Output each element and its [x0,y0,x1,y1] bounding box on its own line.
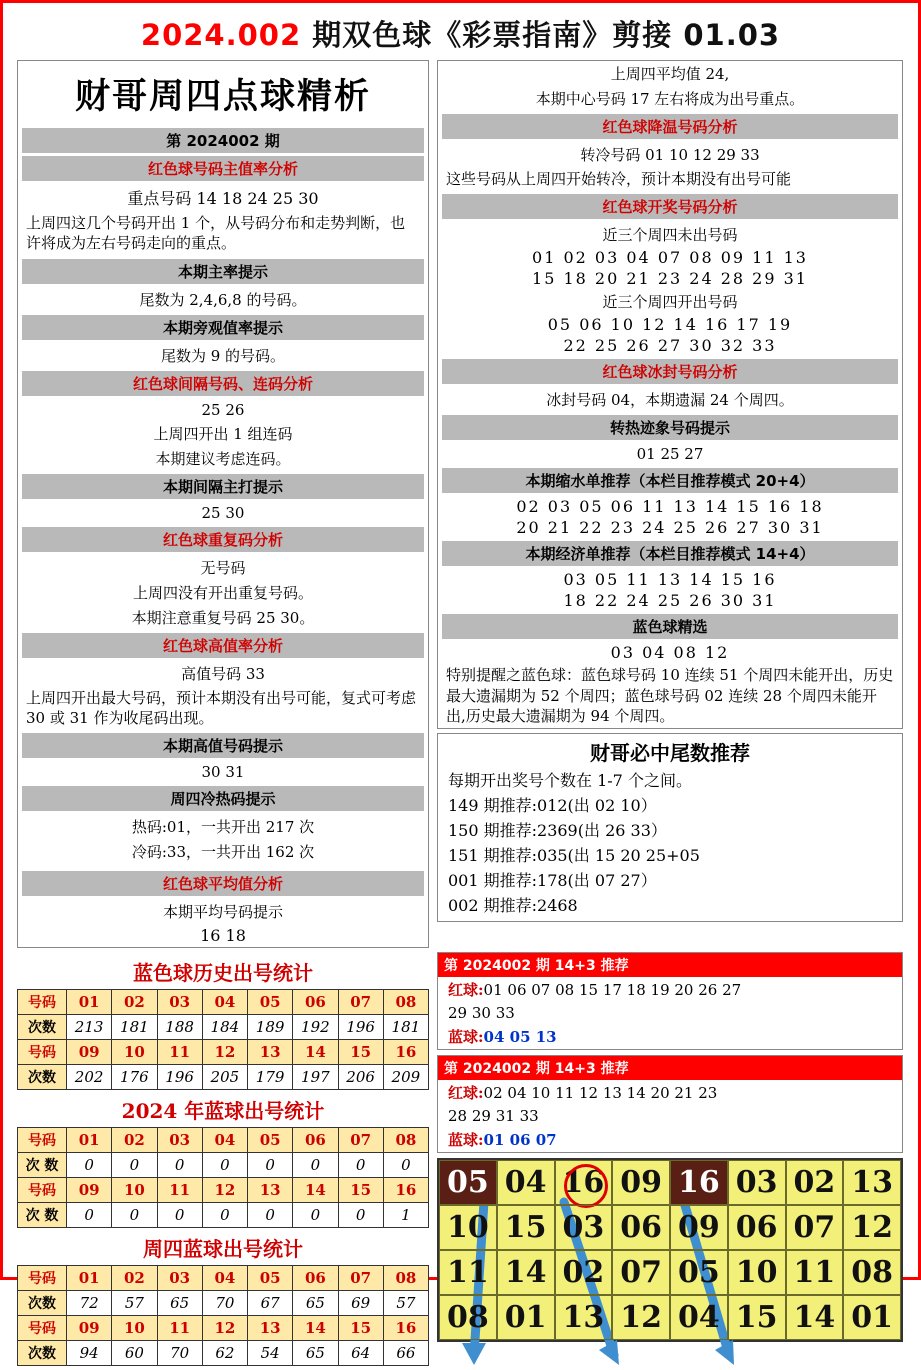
number-cell: 05 [670,1250,728,1295]
table-row [18,1266,429,1291]
section-title-high-value: 红色球高值率分析 [22,633,424,658]
table-row [18,1203,429,1228]
tail-title: 财哥必中尾数推荐 [590,741,750,765]
cell: 197 [293,1065,338,1090]
section-title-draw-analysis: 红色球开奖号码分析 [442,194,898,219]
cell: 02 [112,990,157,1015]
repeat-line2: 本期注意重复号码 25 30。 [131,608,315,627]
row-label-code: 号码 [18,1266,67,1291]
cell: 13 [248,1316,293,1341]
cell: 01 [67,1128,112,1153]
table-row [18,1015,429,1040]
cell: 0 [202,1203,247,1228]
row-label-count: 次数 [18,1341,67,1366]
recommend-red-2-cont: 28 29 31 33 [448,1107,539,1125]
cell: 60 [112,1341,157,1366]
number-cell: 02 [555,1250,613,1295]
recommend-header-1: 第 2024002 期 14+3 推荐 [438,953,902,977]
number-cell: 07 [786,1205,844,1250]
cell: 189 [248,1015,293,1040]
cell: 06 [293,990,338,1015]
cell: 04 [202,1128,247,1153]
side-tip-text: 尾数为 9 的号码。 [160,346,286,365]
red-label: 红球: [448,1084,484,1102]
not-drawn-sub: 近三个周四未出号码 [602,226,738,245]
red-label: 红球: [448,981,484,999]
high-value-number: 高值号码 33 [181,664,265,683]
section-title-main-rate: 红色球号码主值率分析 [22,156,424,181]
number-cell: 02 [786,1160,844,1205]
cell: 65 [293,1341,338,1366]
section-title-high-tip: 本期高值号码提示 [22,733,424,758]
cell: 15 [338,1040,383,1065]
cell: 0 [338,1203,383,1228]
number-cell: 01 [497,1295,555,1340]
row-label-code: 号码 [18,1178,67,1203]
number-cell: 08 [843,1250,901,1295]
row-label-code: 号码 [18,1040,67,1065]
number-grid [437,1158,903,1342]
key-numbers: 重点号码 14 18 24 25 30 [127,189,319,208]
center-number-note: 本期中心号码 17 左右将成为出号重点。 [535,90,805,108]
high-tip-numbers: 30 31 [201,763,245,781]
cell: 0 [248,1153,293,1178]
row-label-count: 次数 [18,1065,67,1090]
cell: 0 [112,1203,157,1228]
drawn-sub: 近三个周四开出号码 [602,293,738,312]
recommend-column [437,952,903,1366]
number-cell: 10 [728,1250,786,1295]
number-cell: 11 [786,1250,844,1295]
cell: 12 [202,1316,247,1341]
cold-line: 冷码:33，一共开出 162 次 [131,843,315,861]
cell: 15 [338,1316,383,1341]
main-tip-text: 尾数为 2,4,6,8 的号码。 [139,290,307,309]
table-row [18,1178,429,1203]
tail-line-002: 002 期推荐:2468 [448,896,578,915]
number-cell: 12 [612,1295,670,1340]
cell: 176 [112,1065,157,1090]
economy-row2: 18 22 24 25 26 30 31 [563,591,777,611]
number-cell: 16 [670,1160,728,1205]
cooling-numbers: 转冷号码 01 10 12 29 33 [580,146,760,164]
cell: 184 [202,1015,247,1040]
number-cell: 03 [728,1160,786,1205]
cell: 62 [202,1341,247,1366]
section-title-frozen: 红色球冰封号码分析 [442,359,898,384]
cell: 03 [157,990,202,1015]
row-label-code: 号码 [18,1316,67,1341]
cell: 0 [67,1153,112,1178]
cell: 12 [202,1040,247,1065]
cell: 65 [293,1291,338,1316]
number-cell: 16 [555,1160,613,1205]
cell: 72 [67,1291,112,1316]
cell: 188 [157,1015,202,1040]
cell: 57 [112,1291,157,1316]
recommend-box-2 [437,1055,903,1153]
number-cell: 11 [439,1250,497,1295]
cell: 01 [67,990,112,1015]
page-title-rest: 期双色球《彩票指南》剪接 01.03 [312,18,781,52]
section-title-repeat: 红色球重复码分析 [22,527,424,552]
cell: 14 [293,1040,338,1065]
cell: 04 [202,990,247,1015]
hot-line: 热码:01，一共开出 217 次 [131,818,315,836]
drawn-row1: 05 06 10 12 14 16 17 19 [547,315,793,335]
section-title-main-tip: 本期主率提示 [22,259,424,284]
drawn-row2: 22 25 26 27 30 32 33 [563,336,777,356]
cell: 08 [383,990,428,1015]
section-title-hotcold: 周四冷热码提示 [22,786,424,811]
cell: 0 [293,1203,338,1228]
stats-column [17,952,429,1366]
cell: 10 [112,1316,157,1341]
cooling-text: 这些号码从上周四开始转冷，预计本期没有出号可能 [446,170,792,188]
cell: 0 [338,1153,383,1178]
recommend-blue-2 [438,1127,902,1152]
number-cell: 13 [843,1160,901,1205]
not-drawn-row2: 15 18 20 21 23 24 28 29 31 [532,269,808,289]
table-row [18,1065,429,1090]
warming-numbers: 01 25 27 [636,445,704,464]
table-row [18,1128,429,1153]
number-cell: 12 [843,1205,901,1250]
cell: 11 [157,1316,202,1341]
cell: 03 [157,1266,202,1291]
blue-special-note: 特别提醒之蓝色球：蓝色球号码 10 连续 51 个周四未能开出，历史最大遗漏期为 52 个周四；蓝色球号码 02 连续 28 个周四未能开出,历史最大遗漏期为 94 个周四。 [446,666,894,725]
stat-title-thursday: 周四蓝球出号统计 [143,1237,303,1261]
cell: 70 [157,1341,202,1366]
cell: 15 [338,1178,383,1203]
cell: 181 [383,1015,428,1040]
cell: 192 [293,1015,338,1040]
frozen-text: 冰封号码 04，本期遗漏 24 个周四。 [546,391,794,410]
right-column [437,60,903,948]
section-title-cooling: 红色球降温号码分析 [442,114,898,139]
number-cell: 14 [497,1250,555,1295]
cell: 181 [112,1015,157,1040]
recommend-header-2: 第 2024002 期 14+3 推荐 [438,1056,902,1080]
blue-label: 蓝球: [448,1131,484,1149]
number-cell: 05 [439,1160,497,1205]
tail-line-150: 150 期推荐:2369(出 26 33） [448,821,667,840]
cell: 202 [67,1065,112,1090]
section-title-side-tip: 本期旁观值率提示 [22,315,424,340]
number-cell: 03 [555,1205,613,1250]
cell: 02 [112,1128,157,1153]
cell: 66 [383,1341,428,1366]
cell: 1 [383,1203,428,1228]
number-cell: 07 [612,1250,670,1295]
recommend-red-1-cont: 29 30 33 [448,1004,515,1022]
economy-row1: 03 05 11 13 14 15 16 [563,570,777,590]
number-cell: 06 [728,1205,786,1250]
section-title-economy: 本期经济单推荐（本栏目推荐模式 14+4） [442,541,898,566]
cell: 13 [248,1178,293,1203]
gap-consec-line1: 上周四开出 1 组连码 [153,424,293,443]
cell: 0 [157,1153,202,1178]
page-title [3,3,918,60]
cell: 06 [293,1128,338,1153]
issue-header: 第 2024002 期 [22,128,424,153]
cell: 07 [338,1128,383,1153]
cell: 70 [202,1291,247,1316]
cell: 02 [112,1266,157,1291]
cell: 12 [202,1178,247,1203]
spacer [18,864,428,868]
table-row [18,1316,429,1341]
section-title-gap-consec: 红色球间隔号码、连码分析 [22,371,424,396]
tail-line-151: 151 期推荐:035(出 15 20 25+05 [448,846,700,865]
number-cell: 04 [670,1295,728,1340]
main-rate-text: 上周四这几个号码开出 1 个，从号码分布和走势判断，也许将成为左右号码走向的重点。 [26,214,406,253]
table-row [18,1291,429,1316]
cell: 09 [67,1316,112,1341]
cell: 08 [383,1266,428,1291]
recommend-blue-1 [438,1024,902,1049]
gap-consec-numbers: 25 26 [201,400,245,419]
cell: 205 [202,1065,247,1090]
cell: 06 [293,1266,338,1291]
cell: 14 [293,1316,338,1341]
red-nums-line1: 01 06 07 08 15 17 18 19 20 26 27 [483,981,742,999]
cell: 0 [157,1203,202,1228]
gap-consec-line2: 本期建议考虑连码。 [155,449,291,468]
number-cell: 09 [670,1205,728,1250]
blue-nums: 01 06 07 [483,1131,557,1149]
section-title-gap-main: 本期间隔主打提示 [22,474,424,499]
repeat-line1: 上周四没有开出重复号码。 [132,583,313,602]
main-columns [3,60,918,948]
left-column [17,60,429,948]
cell: 213 [67,1015,112,1040]
cell: 11 [157,1040,202,1065]
high-value-text: 上周四开出最大号码，预计本期没有出号可能，复式可考虑 30 或 31 作为收尾码出现。 [26,688,417,727]
average-sub: 本期平均号码提示 [162,903,283,921]
cell: 09 [67,1040,112,1065]
cell: 10 [112,1178,157,1203]
row-label-code: 号码 [18,990,67,1015]
cell: 0 [248,1203,293,1228]
cell: 209 [383,1065,428,1090]
cell: 179 [248,1065,293,1090]
section-title-blue-select: 蓝色球精选 [442,614,898,639]
row-label-count: 次数 [18,1015,67,1040]
bottom-section [3,948,918,1366]
cell: 16 [383,1178,428,1203]
cell: 57 [383,1291,428,1316]
number-cell: 14 [786,1295,844,1340]
right-panel [437,60,903,729]
tail-line-149: 149 期推荐:012(出 02 10） [448,796,657,815]
cell: 09 [67,1178,112,1203]
number-cell: 15 [497,1205,555,1250]
number-cell: 04 [497,1160,555,1205]
left-panel [17,60,429,948]
cell: 11 [157,1178,202,1203]
row-label-count: 次 数 [18,1153,67,1178]
repeat-numbers: 无号码 [200,558,246,577]
cell: 54 [248,1341,293,1366]
reduced-row2: 20 21 22 23 24 25 26 27 30 31 [516,518,824,538]
cell: 05 [248,990,293,1015]
recommend-red-2 [438,1080,902,1105]
cell: 67 [248,1291,293,1316]
row-label-code: 号码 [18,1128,67,1153]
cell: 01 [67,1266,112,1291]
blue-select-numbers: 03 04 08 12 [610,643,730,663]
cell: 94 [67,1341,112,1366]
row-label-count: 次数 [18,1291,67,1316]
tail-recommend-box [437,733,903,922]
red-nums-line1: 02 04 10 11 12 13 14 20 21 23 [483,1084,718,1102]
stat-table-thursday [17,1265,429,1366]
cell: 04 [202,1266,247,1291]
reduced-row1: 02 03 05 06 11 13 14 15 16 18 [516,497,824,517]
cell: 03 [157,1128,202,1153]
stat-title-2024: 2024 年蓝球出号统计 [121,1099,325,1123]
cell: 14 [293,1178,338,1203]
recommend-box-1 [437,952,903,1050]
cell: 08 [383,1128,428,1153]
cell: 64 [338,1341,383,1366]
cell: 07 [338,990,383,1015]
number-cell: 06 [612,1205,670,1250]
cell: 0 [293,1153,338,1178]
table-row [18,1341,429,1366]
stat-title-history: 蓝色球历史出号统计 [133,961,313,985]
cell: 0 [202,1153,247,1178]
blue-nums: 04 05 13 [483,1028,557,1046]
recommend-red-1 [438,977,902,1002]
table-row [18,990,429,1015]
number-cell: 09 [612,1160,670,1205]
average-numbers: 16 18 [200,926,246,945]
cell: 69 [338,1291,383,1316]
tail-line-001: 001 期推荐:178(出 07 27） [448,871,657,890]
stat-table-2024 [17,1127,429,1228]
number-cell: 10 [439,1205,497,1250]
cell: 196 [338,1015,383,1040]
cell: 206 [338,1065,383,1090]
cell: 10 [112,1040,157,1065]
cell: 05 [248,1266,293,1291]
row-label-count: 次 数 [18,1203,67,1228]
number-cell: 15 [728,1295,786,1340]
stat-table-history [17,989,429,1090]
avg-last-week: 上周四平均值 24, [610,65,730,83]
cell: 16 [383,1316,428,1341]
cell: 0 [383,1153,428,1178]
blue-label: 蓝球: [448,1028,484,1046]
cell: 05 [248,1128,293,1153]
section-title-warming: 转热迹象号码提示 [442,415,898,440]
tail-subtitle: 每期开出奖号个数在 1-7 个之间。 [448,771,692,790]
cell: 65 [157,1291,202,1316]
cell: 16 [383,1040,428,1065]
number-cell: 08 [439,1295,497,1340]
cell: 13 [248,1040,293,1065]
section-title-reduced: 本期缩水单推荐（本栏目推荐模式 20+4） [442,468,898,493]
table-row [18,1153,429,1178]
cell: 196 [157,1065,202,1090]
number-cell: 01 [843,1295,901,1340]
gap-main-numbers: 25 30 [201,503,245,522]
not-drawn-row1: 01 02 03 04 07 08 09 11 13 [532,248,808,268]
page-title-issue: 2024.002 [140,18,302,52]
number-cell: 13 [555,1295,613,1340]
brand-title: 财哥周四点球精析 [74,76,371,117]
cell: 0 [112,1153,157,1178]
cell: 0 [67,1203,112,1228]
section-title-average: 红色球平均值分析 [22,871,424,896]
table-row [18,1040,429,1065]
cell: 07 [338,1266,383,1291]
